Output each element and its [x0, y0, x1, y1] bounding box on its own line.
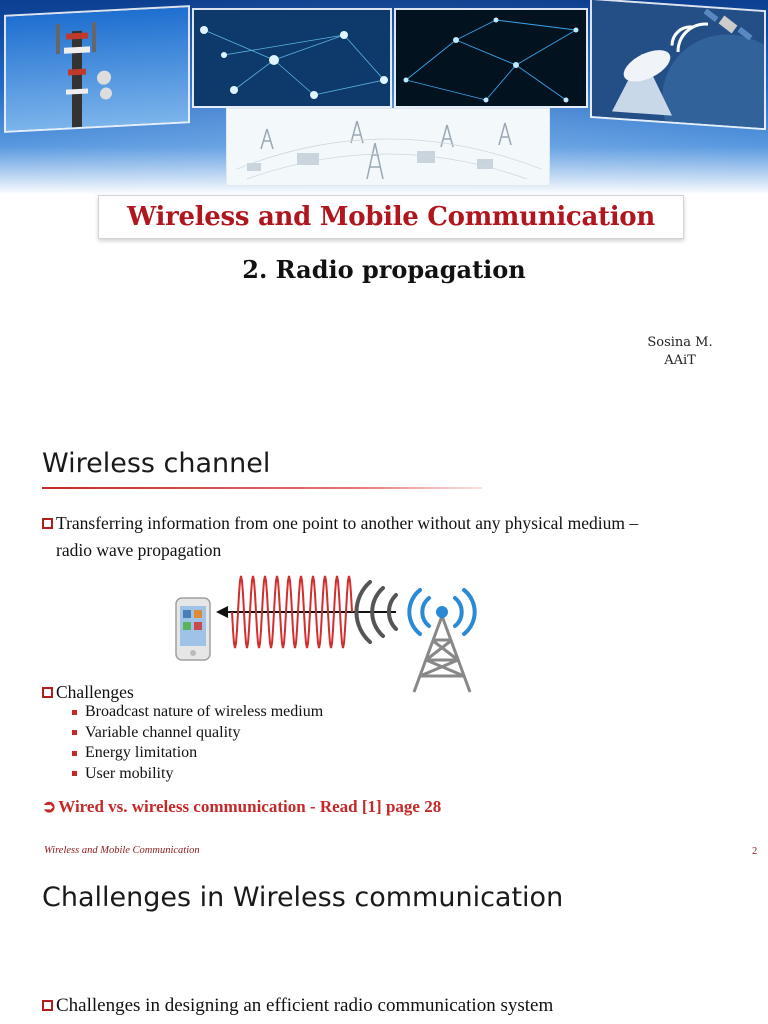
heading-underline [42, 487, 482, 489]
list-item: User mobility [72, 764, 323, 785]
network-city-photo [192, 8, 392, 108]
bullet-text: Challenges in designing an efficient radio communication system [56, 995, 554, 1016]
author-block [620, 334, 740, 370]
wireless-network-diagram [226, 108, 550, 186]
list-item: Variable channel quality [72, 723, 323, 744]
satellite-dish-photo [590, 0, 766, 130]
slide-title-box [98, 195, 684, 239]
challenges-list [72, 702, 323, 784]
square-bullet-icon [72, 730, 77, 735]
square-bullet-icon [72, 751, 77, 756]
slide-subtitle: 2. Radio propagation [242, 255, 526, 284]
slide-footer-title: Wireless and Mobile Communication [44, 845, 200, 856]
slide-title: Wireless and Mobile Communication [127, 202, 655, 232]
author-institution: AAiT [664, 353, 696, 368]
bullet-text-line2: radio wave propagation [56, 540, 222, 560]
slide-page-number: 2 [752, 846, 758, 857]
square-bullet-icon [72, 771, 77, 776]
bullet-transferring-information [42, 510, 742, 564]
title-banner [0, 0, 768, 195]
bullet-text-line1: Transferring information from one point to another without any physical medium – [56, 513, 639, 533]
checkbox-bullet-icon [42, 1000, 53, 1011]
read-reference-note [42, 797, 441, 817]
slide-heading: Challenges in Wireless communication [42, 882, 564, 913]
radio-propagation-illustration [170, 568, 490, 698]
author-name: Sosina M. [647, 335, 713, 350]
list-item: Energy limitation [72, 743, 323, 764]
curved-arrow-icon: ➲ [42, 797, 57, 816]
bullet-text: Challenges [56, 682, 134, 702]
bullet-design-challenges [42, 995, 553, 1017]
list-item: Broadcast nature of wireless medium [72, 702, 323, 723]
checkbox-bullet-icon [42, 687, 53, 698]
broadcast-tower-icon [409, 590, 474, 692]
network-mesh-photo [394, 8, 588, 108]
cell-tower-photo [4, 5, 190, 133]
checkbox-bullet-icon [42, 518, 53, 529]
smartphone-icon [176, 598, 210, 660]
radio-wave-icon [232, 576, 352, 648]
slide-heading: Wireless channel [42, 448, 271, 479]
read-reference-text: Wired vs. wireless communication - Read [1] page 28 [58, 797, 442, 816]
square-bullet-icon [72, 710, 77, 715]
bullet-challenges [42, 682, 134, 703]
